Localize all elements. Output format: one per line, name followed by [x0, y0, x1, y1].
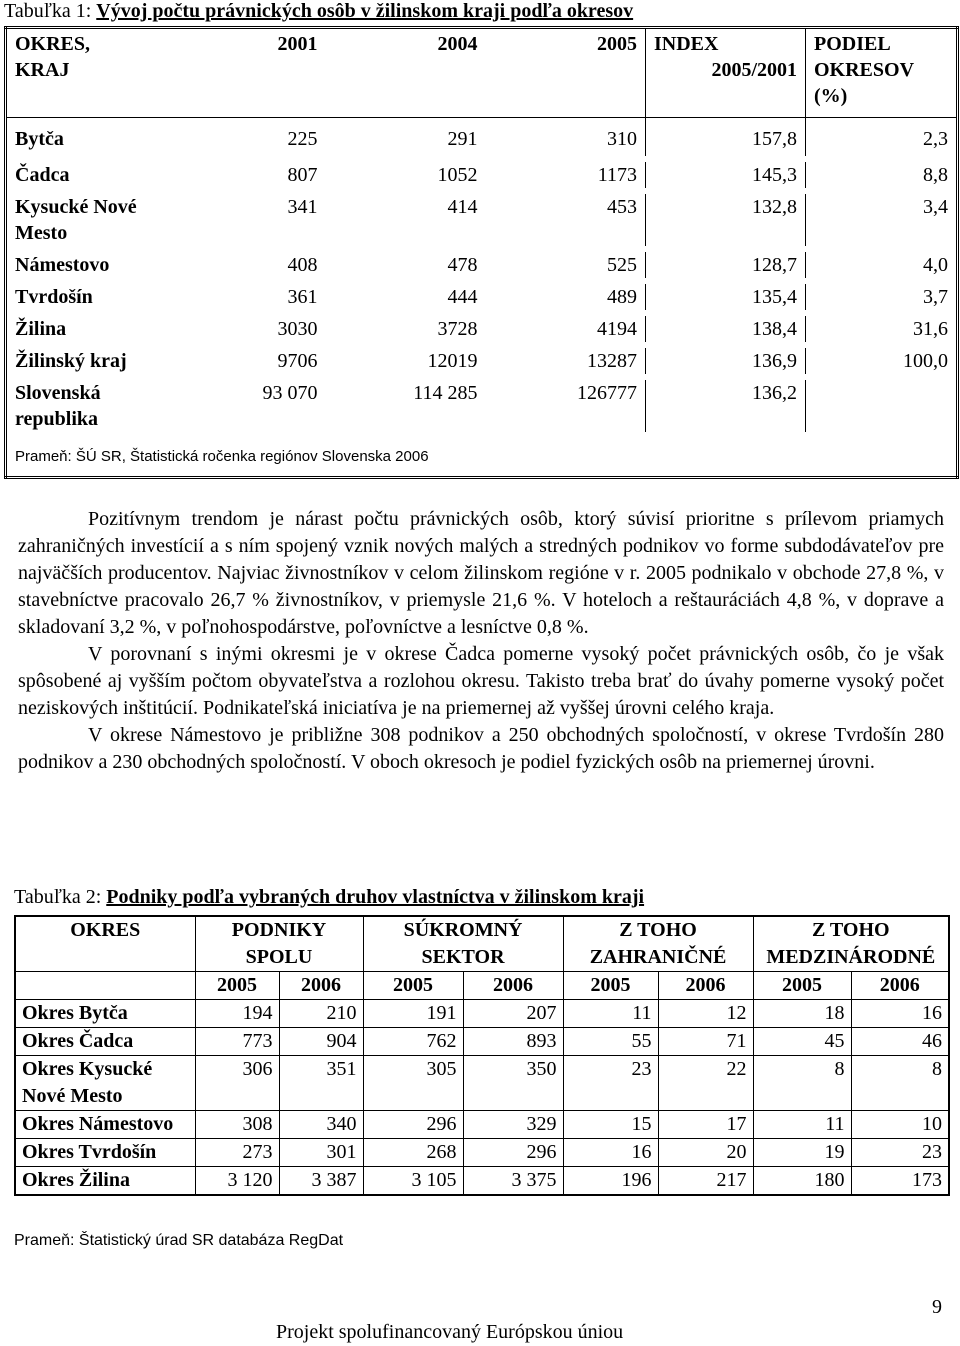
table2-row — [15, 1139, 949, 1167]
table2-caption — [14, 886, 644, 909]
table2-year: 2005 — [363, 972, 463, 1000]
table1-cell-v2005: 453 — [486, 194, 646, 246]
table1-row — [6, 162, 958, 188]
table1-cell-share — [806, 380, 958, 432]
table1-cell-v2004: 444 — [447, 285, 478, 308]
table2-cell-value: 22 — [658, 1056, 753, 1111]
table1-header-2005: 2005 — [486, 28, 646, 118]
table2-cell-value: 23 — [851, 1139, 949, 1167]
table1-cell-share: 4,0 — [923, 253, 948, 276]
table1-cell-share: 2,3 — [923, 128, 948, 150]
table2-header-podniky: PODNIKY SPOLU — [195, 916, 363, 972]
table1-row — [6, 348, 958, 374]
table2-cell-value: 762 — [363, 1028, 463, 1056]
table1-header-okres: OKRES, KRAJ — [6, 28, 166, 118]
table1-cell-v2005: 126777 — [486, 380, 646, 432]
table2-cell-value: 17 — [658, 1111, 753, 1139]
table2-cell-value: 3 375 — [463, 1167, 563, 1196]
table2-cell-value: 55 — [563, 1028, 658, 1056]
table1-cell-share: 3,4 — [923, 195, 948, 218]
table1-row — [6, 194, 958, 246]
table1-header-2001: 2001 — [166, 28, 326, 118]
table1-cell-v2001: 341 — [287, 195, 318, 218]
table2-cell-value: 350 — [463, 1056, 563, 1111]
table1-header-row — [6, 28, 958, 118]
table1-cell-v2005: 489 — [486, 284, 646, 310]
table1-cell-v2001: 9706 — [277, 349, 318, 372]
table1-source: Prameň: ŠÚ SR, Štatistická ročenka regiónov Slovenska 2006 — [6, 444, 958, 478]
table1-cell-index: 128,7 — [646, 252, 806, 278]
table1-cell-okres: Slovenská republika — [15, 381, 101, 430]
table1-caption-title: Vývoj počtu právnických osôb v žilinskom kraji podľa okresov — [96, 0, 634, 22]
table2-header-row-1 — [15, 916, 949, 972]
table1-body — [6, 118, 958, 438]
table2-cell-value: 351 — [279, 1056, 363, 1111]
table2-year: 2005 — [195, 972, 279, 1000]
table1-header-2004: 2004 — [326, 28, 486, 118]
table2-cell-value: 305 — [363, 1056, 463, 1111]
table1-cell-index: 157,8 — [646, 118, 806, 156]
table1-cell-v2001: 3030 — [277, 317, 318, 340]
table1-cell-okres: Námestovo — [15, 253, 110, 276]
footer-funding: Projekt spolufinancovaný Európskou úniou — [276, 1321, 624, 1343]
table2-cell-value: 296 — [463, 1139, 563, 1167]
table2-cell-value: 71 — [658, 1028, 753, 1056]
table1-cell-v2001: 361 — [287, 285, 318, 308]
paragraph-2: V porovnaní s inými okresmi je v okrese Čadca pomerne vysoký počet právnických osôb, čo je však spôsobené aj vyšším počtom obyvateľstva a rozlohou okresu. Takisto treba brať do úvahy pomerne vysoký počet neziskových inštitúcií. Podnikateľská iniciatíva je na priemernej až vyššej úrovni celého kraja. — [18, 643, 944, 719]
table2-cell-value: 273 — [195, 1139, 279, 1167]
table2-cell-value: 16 — [851, 1000, 949, 1028]
table1-cell-v2004: 291 — [447, 128, 478, 150]
table2-cell-okres: Okres Tvrdošín — [15, 1139, 195, 1167]
table1-cell-v2001: 93 070 — [262, 381, 318, 404]
table2-row — [15, 1056, 949, 1111]
table2-cell-value: 46 — [851, 1028, 949, 1056]
table2-cell-value: 217 — [658, 1167, 753, 1196]
table2-cell-value: 308 — [195, 1111, 279, 1139]
table2-cell-value: 296 — [363, 1111, 463, 1139]
table2-row — [15, 1111, 949, 1139]
table2-body — [15, 1000, 949, 1196]
table2-cell-okres: Okres Bytča — [15, 1000, 195, 1028]
table1-cell-v2004: 12019 — [427, 349, 478, 372]
table2-cell-value: 3 105 — [363, 1167, 463, 1196]
table2-cell-value: 329 — [463, 1111, 563, 1139]
table1-cell-index: 145,3 — [646, 162, 806, 188]
table1-cell-okres: Čadca — [15, 163, 70, 186]
table1-cell-v2001: 225 — [287, 128, 318, 150]
table2-cell-okres: Okres Čadca — [15, 1028, 195, 1056]
table1-cell-index: 132,8 — [646, 194, 806, 246]
table1 — [4, 26, 959, 479]
paragraph-3: V okrese Námestovo je približne 308 podnikov a 250 obchodných spoločností, v okrese Tvrdošín 280 podnikov a 230 obchodných spoločností. V oboch okresoch je podiel fyzických osôb na priemernej úrovni. — [18, 724, 944, 773]
table2-cell-value: 191 — [363, 1000, 463, 1028]
table1-cell-okres: Kysucké Nové Mesto — [15, 195, 137, 244]
table2-cell-okres: Okres Námestovo — [15, 1111, 195, 1139]
table2-cell-value: 10 — [851, 1111, 949, 1139]
table2-cell-value: 180 — [753, 1167, 851, 1196]
table1-source-row — [6, 444, 958, 478]
table2-header-row-2 — [15, 972, 949, 1000]
table2-source: Prameň: Štatistický úrad SR databáza RegDat — [14, 1232, 344, 1249]
table1-cell-index: 136,2 — [646, 380, 806, 432]
table2-cell-value: 904 — [279, 1028, 363, 1056]
table2-cell-value: 20 — [658, 1139, 753, 1167]
table1-cell-v2001: 807 — [287, 163, 318, 186]
table2-cell-value: 773 — [195, 1028, 279, 1056]
table2-header-empty — [15, 972, 195, 1000]
table1-row — [6, 118, 958, 156]
table1-cell-v2004: 1052 — [437, 163, 478, 186]
table1-cell-v2004: 3728 — [437, 317, 478, 340]
table1-cell-v2004: 414 — [447, 195, 478, 218]
table2-cell-value: 194 — [195, 1000, 279, 1028]
table1-cell-v2004: 114 285 — [413, 381, 478, 404]
table1-cell-index: 136,9 — [646, 348, 806, 374]
body-text — [18, 506, 944, 776]
table1-cell-index: 135,4 — [646, 284, 806, 310]
table1-cell-v2004: 478 — [447, 253, 478, 276]
table1-cell-index: 138,4 — [646, 316, 806, 342]
table1-row — [6, 316, 958, 342]
table1-cell-share: 8,8 — [923, 163, 948, 186]
table2-cell-value: 23 — [563, 1056, 658, 1111]
table2-cell-value: 8 — [851, 1056, 949, 1111]
table2-cell-value: 15 — [563, 1111, 658, 1139]
table2-cell-value: 173 — [851, 1167, 949, 1196]
table2-cell-value: 306 — [195, 1056, 279, 1111]
table2-caption-prefix: Tabuľka 2: — [14, 886, 102, 908]
table2-cell-value: 11 — [753, 1111, 851, 1139]
table2-cell-value: 45 — [753, 1028, 851, 1056]
table2-year: 2006 — [851, 972, 949, 1000]
table1-cell-v2001: 408 — [287, 253, 318, 276]
table1-row — [6, 284, 958, 310]
paragraph-1: Pozitívnym trendom je nárast počtu právnických osôb, ktorý súvisí prioritne s prílevom priamych zahraničných investícií a s ním spojený vznik nových malých a stredných podnikov vo forme subdodávateľov pre najväčších producentov. Najviac živnostníkov v celom žilinskom regióne v r. 2005 podnikalo v obchode 27,8 %, v stavebníctve pracovalo 26,7 % živnostníkov, v priemysle 21,6 %. V hoteloch a reštauráciách 4,8 %, v doprave a skladovaní 3,2 %, v poľnohospodárstve, poľovníctve a lesníctve 0,8 %. — [18, 508, 944, 638]
table2-cell-value: 12 — [658, 1000, 753, 1028]
table2-year: 2006 — [279, 972, 363, 1000]
table1-row — [6, 380, 958, 432]
table2-year: 2005 — [563, 972, 658, 1000]
table1-header-podiel: PODIEL OKRESOV (%) — [806, 28, 958, 118]
table2-cell-value: 340 — [279, 1111, 363, 1139]
table2-header-sukromny: SÚKROMNÝ SEKTOR — [363, 916, 563, 972]
table1-cell-okres: Tvrdošín — [15, 285, 93, 308]
table1-cell-okres: Žilina — [15, 317, 67, 340]
table2 — [14, 915, 950, 1196]
table2-year: 2006 — [658, 972, 753, 1000]
table2-cell-value: 8 — [753, 1056, 851, 1111]
table2-row — [15, 1000, 949, 1028]
table2-cell-value: 3 387 — [279, 1167, 363, 1196]
table1-header-index: INDEX 2005/2001 — [646, 28, 806, 118]
table2-year: 2006 — [463, 972, 563, 1000]
table2-cell-value: 11 — [563, 1000, 658, 1028]
table2-caption-title: Podniky podľa vybraných druhov vlastníctva v žilinskom kraji — [106, 886, 645, 908]
table1-cell-v2005: 13287 — [486, 348, 646, 374]
table2-cell-value: 3 120 — [195, 1167, 279, 1196]
table1-cell-v2005: 4194 — [486, 316, 646, 342]
table2-cell-value: 210 — [279, 1000, 363, 1028]
table1-cell-v2005: 525 — [486, 252, 646, 278]
table2-cell-value: 19 — [753, 1139, 851, 1167]
table2-year: 2005 — [753, 972, 851, 1000]
table2-cell-okres: Okres Žilina — [15, 1167, 195, 1196]
table2-cell-value: 18 — [753, 1000, 851, 1028]
table1-cell-v2005: 310 — [486, 118, 646, 156]
table2-row — [15, 1028, 949, 1056]
table1-cell-share: 3,7 — [923, 285, 948, 308]
table1-cell-v2005: 1173 — [486, 162, 646, 188]
table2-header-zahranicne: Z TOHO ZAHRANIČNÉ — [563, 916, 753, 972]
table1-row — [6, 252, 958, 278]
table1-caption-prefix: Tabuľka 1: — [4, 0, 92, 22]
table2-cell-okres: Okres Kysucké Nové Mesto — [15, 1056, 195, 1111]
table2-cell-value: 16 — [563, 1139, 658, 1167]
table2-cell-value: 893 — [463, 1028, 563, 1056]
table2-cell-value: 196 — [563, 1167, 658, 1196]
table1-caption — [4, 0, 633, 23]
table2-cell-value: 207 — [463, 1000, 563, 1028]
page-number: 9 — [932, 1296, 942, 1318]
table1-cell-share: 31,6 — [913, 317, 948, 340]
table2-row — [15, 1167, 949, 1196]
table2-cell-value: 268 — [363, 1139, 463, 1167]
table2-header-medzinarodne: Z TOHO MEDZINÁRODNÉ — [753, 916, 949, 972]
table1-cell-share: 100,0 — [903, 349, 948, 372]
table2-cell-value: 301 — [279, 1139, 363, 1167]
table1-cell-okres: Bytča — [15, 128, 64, 150]
table1-cell-okres: Žilinský kraj — [15, 349, 127, 372]
table2-header-okres: OKRES — [15, 916, 195, 972]
